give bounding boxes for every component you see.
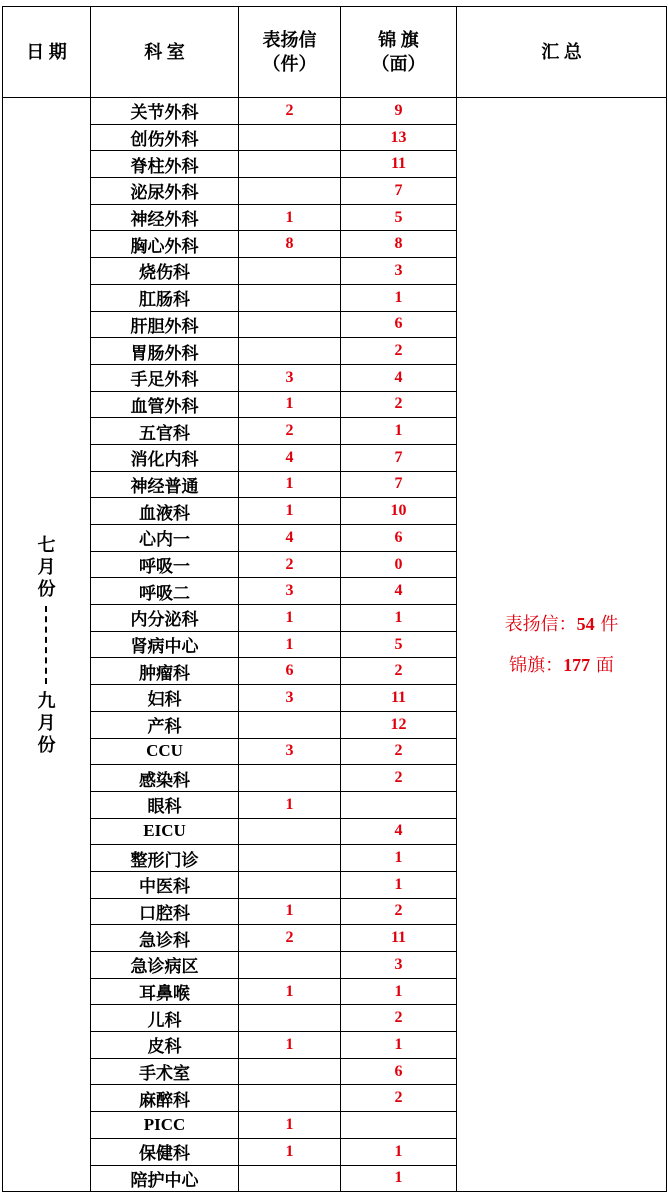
period-cell [3,98,91,1192]
summary-cell [457,98,667,1192]
period-start-char: 七 [37,534,56,555]
dept-cell: 关节外科 [91,98,239,125]
summary-letters [457,604,666,645]
letters-cell [239,1165,341,1192]
flags-cell: 10 [341,498,457,525]
dept-cell: 神经普通 [91,471,239,498]
dept-cell: 皮科 [91,1032,239,1059]
period-end-char: 九 [37,690,56,711]
letters-cell [239,952,341,979]
dept-cell: 眼科 [91,791,239,818]
flags-cell: 0 [341,551,457,578]
dept-cell: CCU [91,738,239,765]
flags-cell: 9 [341,98,457,125]
dept-cell: 消化内科 [91,444,239,471]
dept-cell: 急诊病区 [91,952,239,979]
letters-cell: 1 [239,1112,341,1139]
dept-cell: 神经外科 [91,204,239,231]
flags-cell: 1 [341,871,457,898]
letters-cell [239,765,341,792]
dept-cell: 手术室 [91,1058,239,1085]
flags-cell: 7 [341,178,457,205]
header-flags [341,7,457,98]
dept-cell: 口腔科 [91,898,239,925]
flags-cell: 1 [341,978,457,1005]
flags-cell: 2 [341,338,457,365]
period-start-char: 月 [37,556,56,577]
letters-cell [239,1005,341,1032]
dept-cell: 胸心外科 [91,231,239,258]
letters-cell: 6 [239,658,341,685]
dept-cell: 心内一 [91,525,239,552]
flags-cell: 12 [341,711,457,738]
flags-cell: 1 [341,605,457,632]
letters-cell [239,311,341,338]
letters-cell: 1 [239,978,341,1005]
dept-cell: 烧伤科 [91,258,239,285]
period-end-char: 份 [37,734,56,755]
header-letters [239,7,341,98]
dept-cell: 肝胆外科 [91,311,239,338]
period-end-char: 月 [37,712,56,733]
flags-cell: 11 [341,151,457,178]
flags-cell: 6 [341,525,457,552]
letters-cell [239,258,341,285]
flags-cell: 13 [341,124,457,151]
letters-cell: 1 [239,471,341,498]
flags-cell: 3 [341,258,457,285]
letters-cell: 1 [239,1032,341,1059]
letters-cell [239,845,341,872]
dept-cell: 呼吸二 [91,578,239,605]
dept-cell: 肿瘤科 [91,658,239,685]
summary-letters-value: 54 [576,613,595,634]
flags-cell: 1 [341,284,457,311]
flags-cell: 2 [341,1005,457,1032]
dept-cell: EICU [91,818,239,845]
dept-cell: 急诊科 [91,925,239,952]
summary-flags-label: 锦旗： [509,654,564,676]
summary-letters-unit: 件 [594,613,619,635]
letters-cell: 1 [239,204,341,231]
letters-cell: 3 [239,738,341,765]
dept-cell: 创伤外科 [91,124,239,151]
dept-cell: 保健科 [91,1138,239,1165]
dept-cell: 五官科 [91,418,239,445]
flags-cell: 1 [341,418,457,445]
flags-cell: 5 [341,631,457,658]
header-letters-label: 表扬信 [262,30,317,50]
flags-cell: 6 [341,311,457,338]
letters-cell [239,871,341,898]
letters-cell: 3 [239,364,341,391]
commendation-report [2,6,666,1189]
letters-cell: 2 [239,98,341,125]
letters-cell: 2 [239,551,341,578]
flags-cell: 11 [341,685,457,712]
letters-cell [239,711,341,738]
flags-cell: 1 [341,1138,457,1165]
letters-cell: 4 [239,444,341,471]
summary-flags-value: 177 [563,654,591,675]
summary-flags-unit: 面 [590,654,614,676]
letters-cell [239,151,341,178]
dept-cell: 麻醉科 [91,1085,239,1112]
flags-cell: 4 [341,818,457,845]
letters-cell: 2 [239,925,341,952]
dept-cell: 儿科 [91,1005,239,1032]
flags-cell: 11 [341,925,457,952]
dept-cell: 胃肠外科 [91,338,239,365]
flags-cell: 7 [341,444,457,471]
letters-cell: 1 [239,898,341,925]
letters-cell: 1 [239,605,341,632]
letters-cell [239,338,341,365]
header-letters-unit: （件） [262,54,317,74]
flags-cell [341,791,457,818]
flags-cell: 2 [341,765,457,792]
header-summary: 汇 总 [457,7,667,98]
flags-cell: 7 [341,471,457,498]
dept-cell: 陪护中心 [91,1165,239,1192]
letters-cell: 3 [239,685,341,712]
dept-cell: 感染科 [91,765,239,792]
summary-letters-label: 表扬信： [504,613,577,635]
period-start-char: 份 [37,578,56,599]
letters-cell: 1 [239,791,341,818]
table-row [3,98,667,125]
period-dash [45,606,49,684]
dept-cell: 中医科 [91,871,239,898]
dept-cell: 呼吸一 [91,551,239,578]
letters-cell: 4 [239,525,341,552]
flags-cell: 4 [341,578,457,605]
dept-cell: 妇科 [91,685,239,712]
flags-cell [341,1112,457,1139]
dept-cell: 脊柱外科 [91,151,239,178]
table-body [3,98,667,1192]
period-text [36,534,58,756]
flags-cell: 2 [341,898,457,925]
dept-cell: 肛肠科 [91,284,239,311]
letters-cell: 1 [239,391,341,418]
flags-cell: 4 [341,364,457,391]
letters-cell: 1 [239,498,341,525]
dept-cell: 血管外科 [91,391,239,418]
dept-cell: 内分泌科 [91,605,239,632]
commendation-table [2,6,667,1192]
flags-cell: 2 [341,738,457,765]
flags-cell: 3 [341,952,457,979]
header-flags-unit: （面） [371,54,426,74]
letters-cell: 1 [239,1138,341,1165]
header-dept: 科 室 [91,7,239,98]
dept-cell: 整形门诊 [91,845,239,872]
flags-cell: 5 [341,204,457,231]
letters-cell: 3 [239,578,341,605]
dept-cell: PICC [91,1112,239,1139]
flags-cell: 2 [341,391,457,418]
letters-cell [239,284,341,311]
letters-cell [239,178,341,205]
flags-cell: 8 [341,231,457,258]
letters-cell [239,1085,341,1112]
flags-cell: 2 [341,658,457,685]
letters-cell: 8 [239,231,341,258]
letters-cell: 1 [239,631,341,658]
dept-cell: 手足外科 [91,364,239,391]
letters-cell [239,818,341,845]
dept-cell: 肾病中心 [91,631,239,658]
dept-cell: 泌尿外科 [91,178,239,205]
flags-cell: 2 [341,1085,457,1112]
letters-cell [239,1058,341,1085]
flags-cell: 1 [341,1165,457,1192]
summary-flags [457,645,666,686]
header-row [3,7,667,98]
header-flags-label: 锦 旗 [378,30,419,50]
letters-cell [239,124,341,151]
flags-cell: 6 [341,1058,457,1085]
flags-cell: 1 [341,845,457,872]
flags-cell: 1 [341,1032,457,1059]
header-date: 日 期 [3,7,91,98]
letters-cell: 2 [239,418,341,445]
dept-cell: 血液科 [91,498,239,525]
dept-cell: 耳鼻喉 [91,978,239,1005]
dept-cell: 产科 [91,711,239,738]
